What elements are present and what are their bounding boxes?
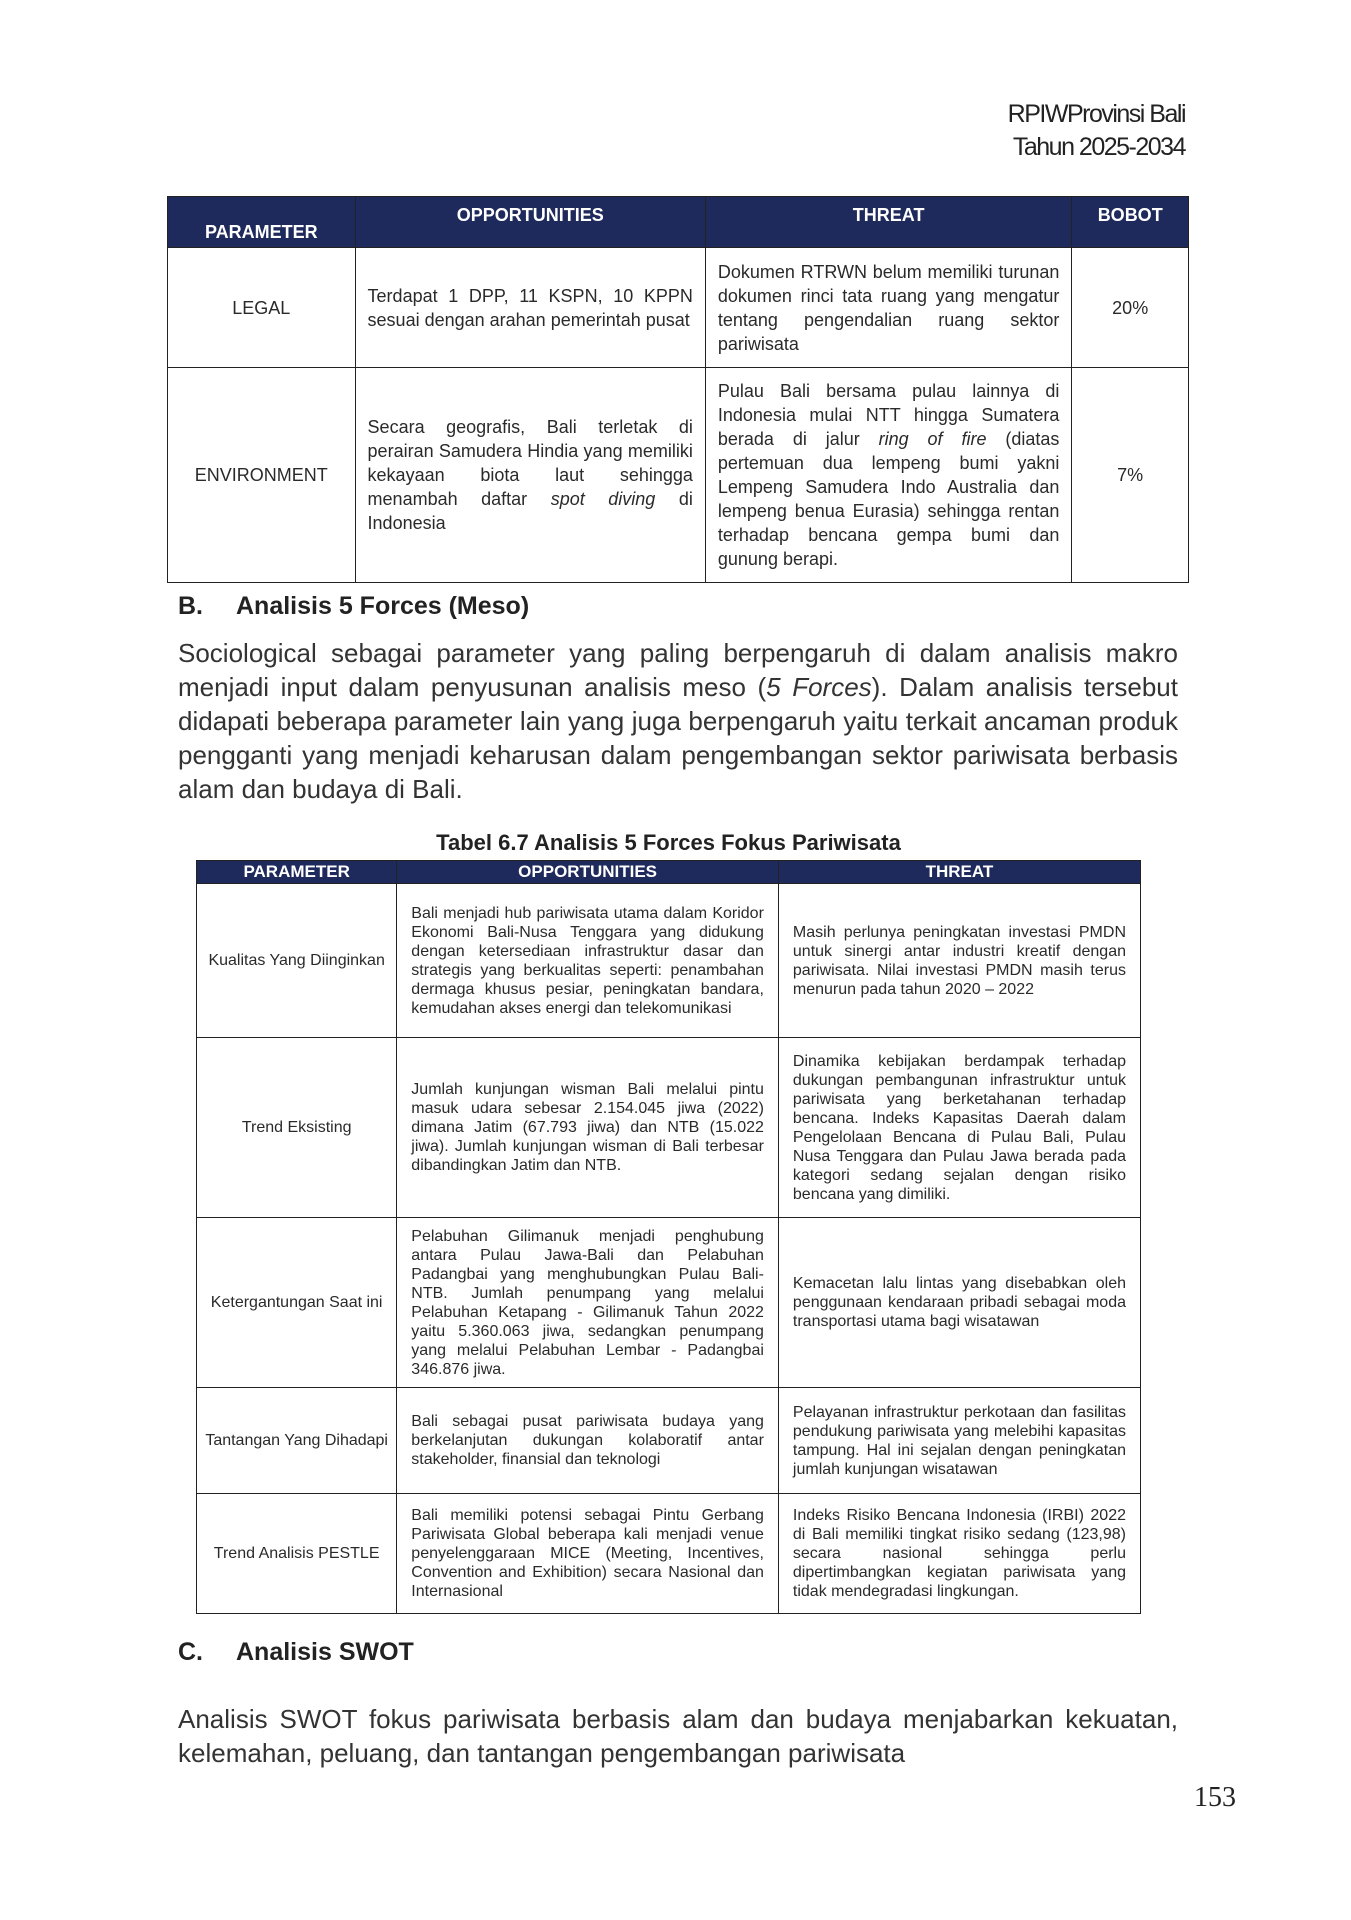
cell-opportunities: Terdapat 1 DPP, 11 KSPN, 10 KPPN sesuai dengan arahan pemerintah pusat xyxy=(355,248,705,368)
cell-threat: Dinamika kebijakan berdampak terhadap dukungan pembangunan infrastruktur untuk pariwisata yang berketahanan terhadap bencana. Indeks Kapasitas Daerah dalam Pengelolaan Bencana di Pulau Bali, Pulau Nusa Tenggara dan Pulau Jawa berada pada kategori sedang sejalan dengan risiko bencana yang dimiliki. xyxy=(778,1038,1140,1218)
document-header xyxy=(1008,98,1185,164)
col-opportunities: OPPORTUNITIES xyxy=(355,197,705,248)
section-title: Analisis SWOT xyxy=(236,1638,414,1666)
table-row xyxy=(197,1038,1141,1218)
table-header-row xyxy=(197,861,1141,884)
header-title: RPIWProvinsi Bali xyxy=(1007,100,1185,128)
cell-opportunities: Bali sebagai pusat pariwisata budaya yang berkelanjutan dukungan kolaboratif antar stakeholder, finansial dan teknologi xyxy=(397,1388,779,1494)
page-number: 153 xyxy=(1194,1782,1236,1813)
section-c-paragraph: Analisis SWOT fokus pariwisata berbasis alam dan budaya menjabarkan kekuatan, kelemahan, peluang, dan tantangan pengembangan pariwisata xyxy=(178,1704,1178,1768)
col-opportunities: OPPORTUNITIES xyxy=(397,861,779,884)
cell-bobot: 7% xyxy=(1072,368,1189,583)
cell-opportunities: Bali memiliki potensi sebagai Pintu Gerbang Pariwisata Global beberapa kali menjadi venue penyelenggaraan MICE (Meeting, Incentives, Convention and Exhibition) secara Nasional dan Internasional xyxy=(397,1494,779,1614)
cell-parameter: LEGAL xyxy=(168,248,356,368)
table-row xyxy=(168,368,1189,583)
cell-threat: Dokumen RTRWN belum memiliki turunan dokumen rinci tata ruang yang mengatur tentang pengendalian ruang sektor pariwisata xyxy=(705,248,1071,368)
col-threat: THREAT xyxy=(778,861,1140,884)
section-b-heading xyxy=(178,592,529,621)
col-bobot: BOBOT xyxy=(1072,197,1189,248)
table-header-row xyxy=(168,197,1189,248)
cell-threat: Pelayanan infrastruktur perkotaan dan fasilitas pendukung pariwisata yang melebihi kapasitas tampung. Hal ini sejalan dengan peningkatan jumlah kunjungan wisatawan xyxy=(778,1388,1140,1494)
col-parameter: PARAMETER xyxy=(197,861,397,884)
cell-parameter: Trend Analisis PESTLE xyxy=(197,1494,397,1614)
section-number: B. xyxy=(178,592,203,620)
cell-threat: Indeks Risiko Bencana Indonesia (IRBI) 2022 di Bali memiliki tingkat risiko sedang (123,98) secara nasional sehingga perlu dipertimbangkan kegiatan pariwisata yang tidak mendegradasi lingkungan. xyxy=(778,1494,1140,1614)
table-row xyxy=(197,1388,1141,1494)
five-forces-table xyxy=(196,860,1141,1614)
cell-opportunities: Pelabuhan Gilimanuk menjadi penghubung antara Pulau Jawa-Bali dan Pelabuhan Padangbai yang menghubungkan Pulau Bali-NTB. Jumlah penumpang yang melalui Pelabuhan Ketapang - Gilimanuk Tahun 2022 yaitu 5.360.063 jiwa, sedangkan penumpang yang melalui Pelabuhan Lembar - Padangbai 346.876 jiwa. xyxy=(397,1218,779,1388)
cell-bobot: 20% xyxy=(1072,248,1189,368)
cell-threat: Masih perlunya peningkatan investasi PMDN untuk sinergi antar industri kreatif dengan pariwisata. Nilai investasi PMDN masih terus menurun pada tahun 2020 – 2022 xyxy=(778,884,1140,1038)
cell-parameter: Trend Eksisting xyxy=(197,1038,397,1218)
cell-parameter: Tantangan Yang Dihadapi xyxy=(197,1388,397,1494)
col-threat: THREAT xyxy=(705,197,1071,248)
cell-threat: Kemacetan lalu lintas yang disebabkan oleh penggunaan kendaraan pribadi sebagai moda transportasi utama bagi wisatawan xyxy=(778,1218,1140,1388)
col-parameter: PARAMETER xyxy=(168,197,356,248)
table-row xyxy=(197,1218,1141,1388)
table-row xyxy=(197,884,1141,1038)
cell-opportunities: Secara geografis, Bali terletak di perairan Samudera Hindia yang memiliki kekayaan biota laut sehingga menambah daftar spot diving di Indonesia xyxy=(355,368,705,583)
header-period: Tahun 2025-2034 xyxy=(1012,133,1185,161)
section-number: C. xyxy=(178,1638,203,1666)
table-row xyxy=(168,248,1189,368)
table-caption: Tabel 6.7 Analisis 5 Forces Fokus Pariwisata xyxy=(436,830,901,855)
section-title: Analisis 5 Forces (Meso) xyxy=(236,592,530,620)
section-c-heading xyxy=(178,1638,414,1667)
pestle-table xyxy=(167,196,1189,583)
section-b-paragraph: Sociological sebagai parameter yang paling berpengaruh di dalam analisis makro menjadi input dalam penyusunan analisis meso (5 Forces). Dalam analisis tersebut didapati beberapa parameter lain yang juga berpengaruh yaitu terkait ancaman produk pengganti yang menjadi keharusan dalam pengembangan sektor pariwisata berbasis alam dan budaya di Bali. xyxy=(178,638,1178,804)
cell-threat: Pulau Bali bersama pulau lainnya di Indonesia mulai NTT hingga Sumatera berada di jalur ring of fire (diatas pertemuan dua lempeng bumi yakni Lempeng Samudera Indo Australia dan lempeng benua Eurasia) sehingga rentan terhadap bencana gempa bumi dan gunung berapi. xyxy=(705,368,1071,583)
cell-opportunities: Bali menjadi hub pariwisata utama dalam Koridor Ekonomi Bali-Nusa Tenggara yang didukung dengan ketersediaan infrastruktur dasar dan strategis yang berkualitas seperti: penambahan dermaga khusus pesiar, peningkatan bandara, kemudahan akses energi dan telekomunikasi xyxy=(397,884,779,1038)
cell-parameter: Ketergantungan Saat ini xyxy=(197,1218,397,1388)
table-row xyxy=(197,1494,1141,1614)
cell-opportunities: Jumlah kunjungan wisman Bali melalui pintu masuk udara sebesar 2.154.045 jiwa (2022) dimana Jatim (67.793 jiwa) dan NTB (15.022 jiwa). Jumlah kunjungan wisman di Bali terbesar dibandingkan Jatim dan NTB. xyxy=(397,1038,779,1218)
cell-parameter: ENVIRONMENT xyxy=(168,368,356,583)
cell-parameter: Kualitas Yang Diinginkan xyxy=(197,884,397,1038)
